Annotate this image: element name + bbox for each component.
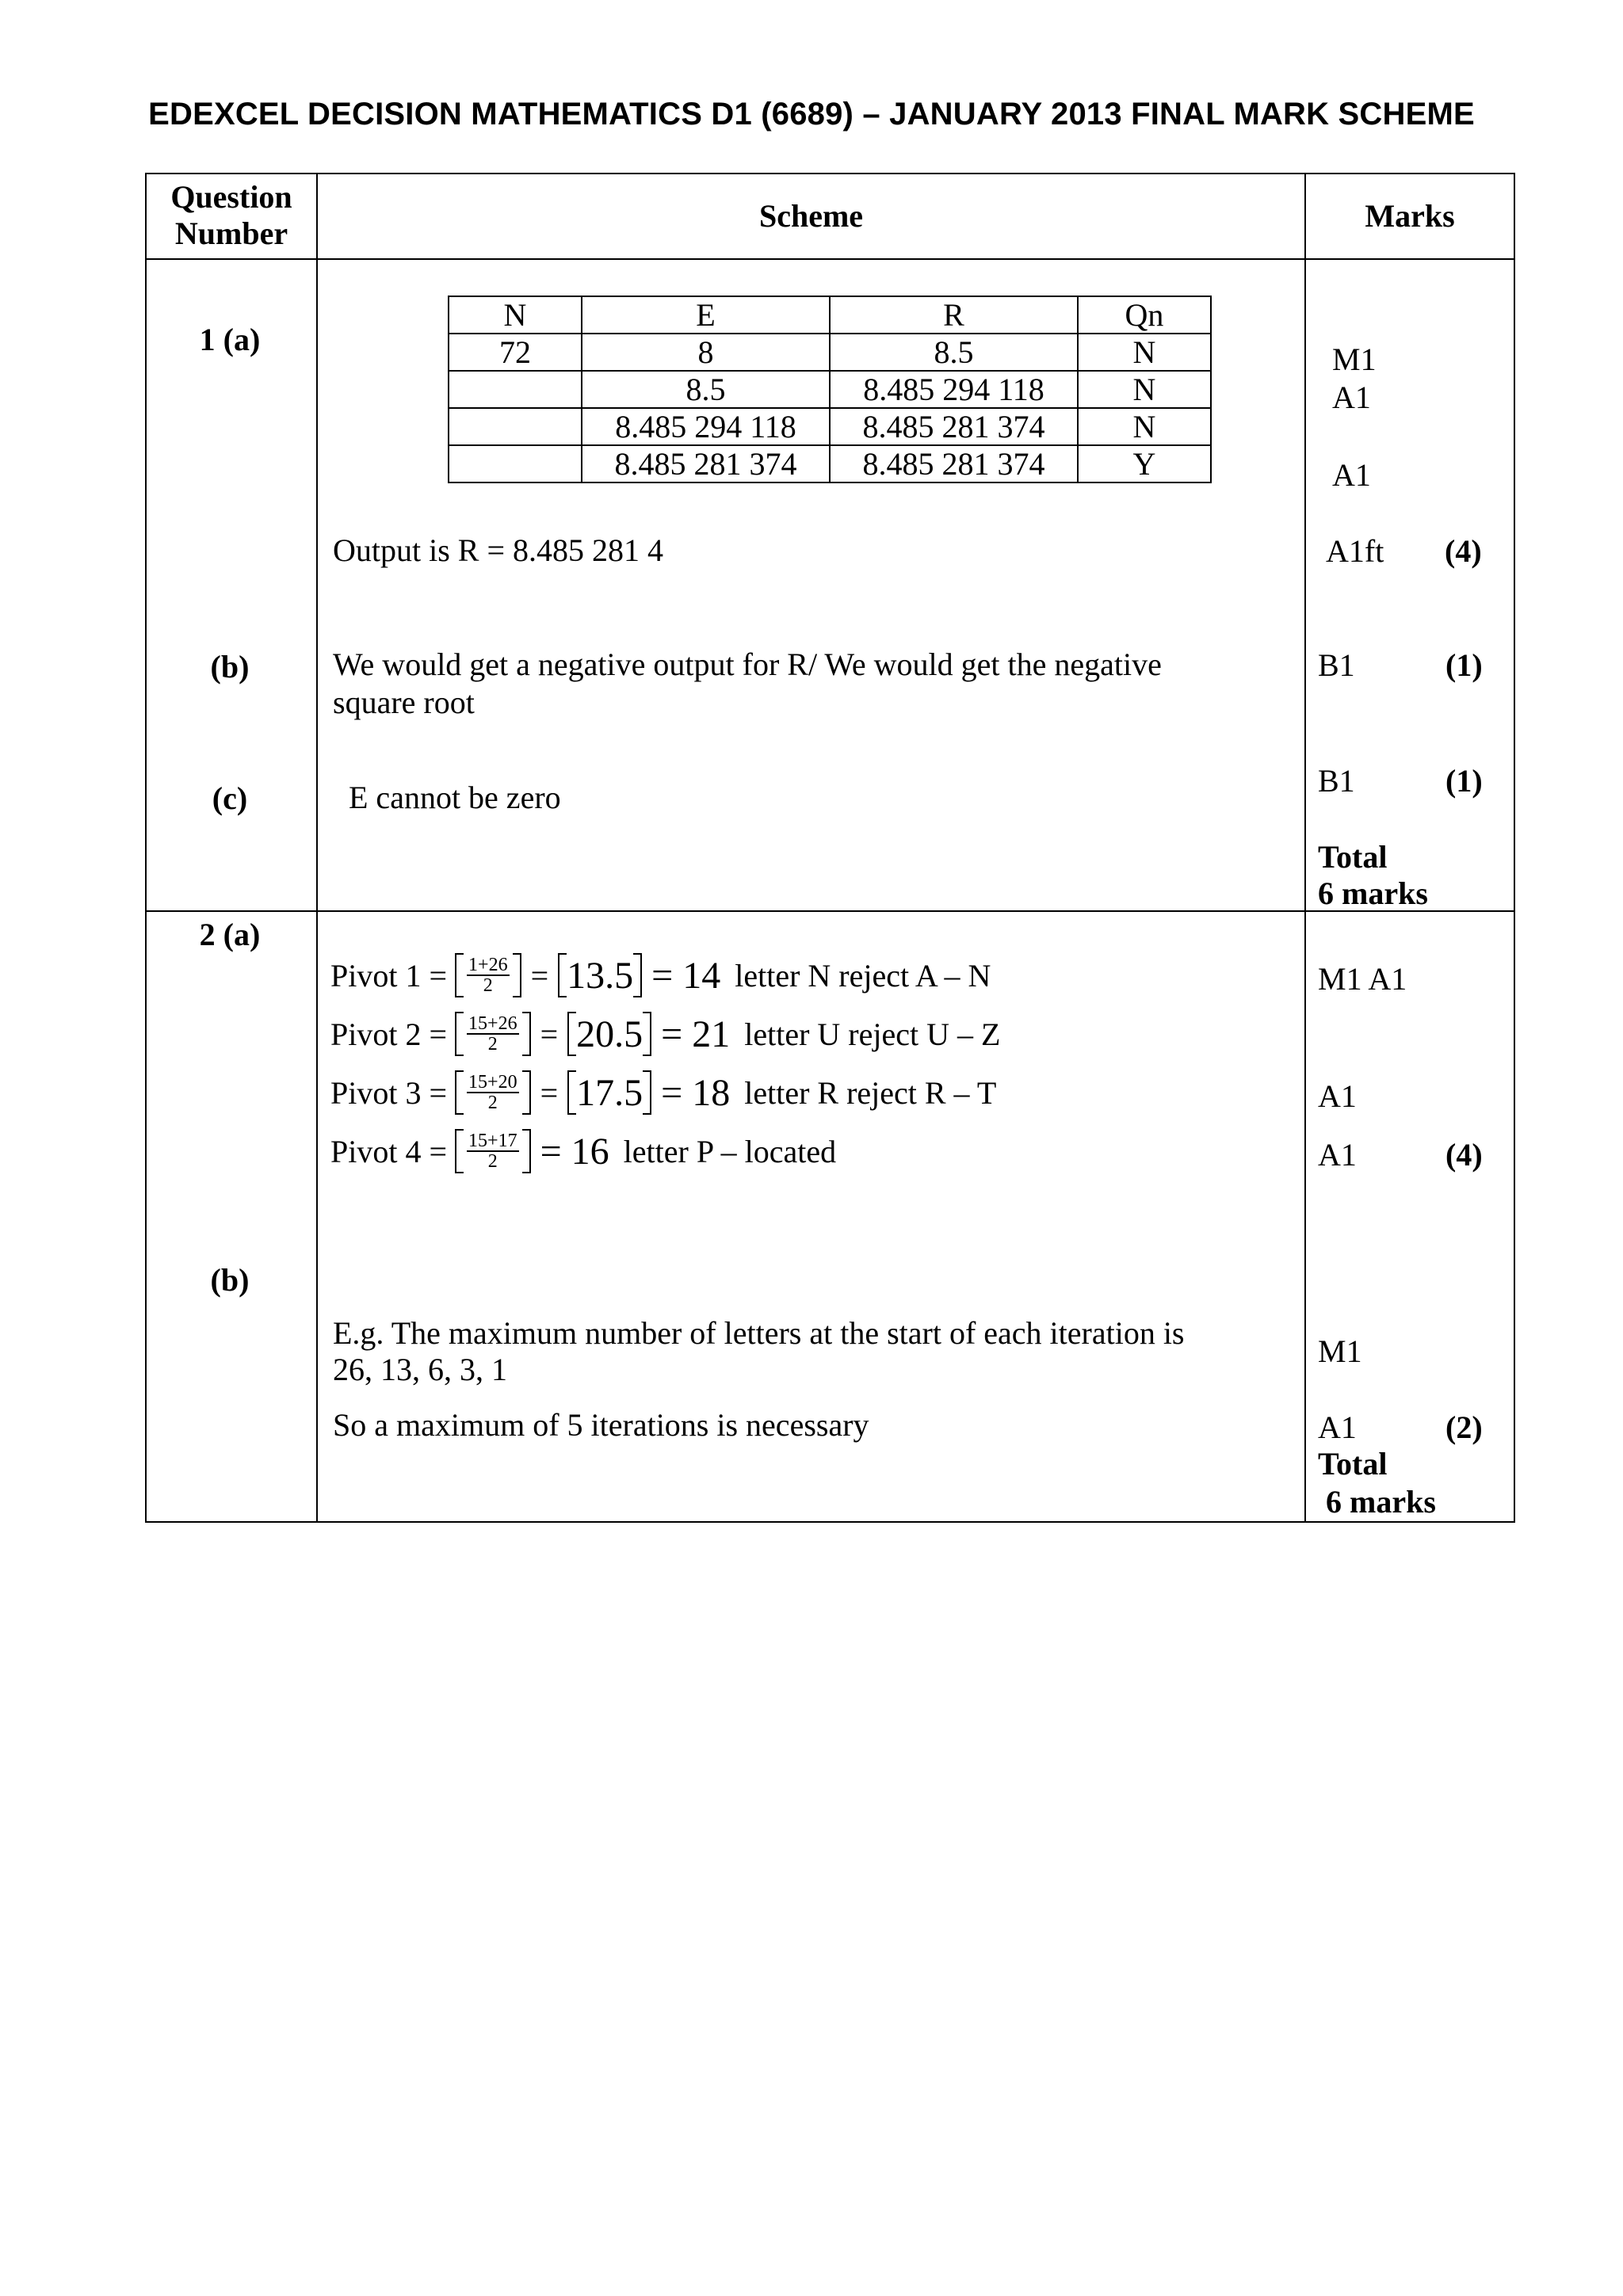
q2b-answer-line2: 26, 13, 6, 3, 1 <box>333 1352 507 1387</box>
header-scheme: Scheme <box>758 198 864 234</box>
pivot-label: Pivot 4 = <box>330 1133 448 1169</box>
pivot-note: letter N reject A – N <box>735 957 991 994</box>
pivot-decimal: 20.5 <box>576 1013 643 1055</box>
q1a-mark-m1: M1 <box>1332 341 1377 377</box>
pivot-line: Pivot 3 = $\frac{15+20}{2}$ = 17.5 = 18 letter R reject R – T <box>330 1071 997 1114</box>
trace-cell <box>449 408 582 445</box>
trace-row <box>449 445 1211 482</box>
q2b-answer-line1: E.g. The maximum number of letters at the start of each iteration is <box>333 1315 1185 1351</box>
fraction-numerator: 15+26 <box>468 1013 517 1034</box>
page-heading: EDEXCEL DECISION MATHEMATICS D1 (6689) – JANUARY 2013 FINAL MARK SCHEME <box>148 97 1475 132</box>
q1b-total-marks: (1) <box>1445 647 1483 683</box>
pivot-label: Pivot 2 = <box>330 1016 448 1052</box>
pivot-label: Pivot 1 = <box>330 957 448 994</box>
q2b-mark-m1: M1 <box>1318 1333 1362 1369</box>
q1b-mark-b1: B1 <box>1318 647 1355 683</box>
pivot-note: letter U reject U – Z <box>744 1016 1001 1052</box>
trace-table <box>448 296 1212 483</box>
q1c-answer: E cannot be zero <box>349 780 561 815</box>
q1c-label: (c) <box>212 780 248 816</box>
fraction-denominator: 2 <box>487 1151 498 1172</box>
fraction-denominator: 2 <box>483 975 493 996</box>
q1a-mark-a1ft: A1ft <box>1326 533 1384 569</box>
trace-cell: 8.485 281 374 <box>582 445 830 482</box>
q1b-answer-line1: We would get a negative output for R/ We would get the negative <box>333 646 1162 682</box>
trace-row <box>449 408 1211 445</box>
trace-cell: 72 <box>449 334 582 371</box>
q1a-total-marks: (4) <box>1445 533 1482 569</box>
q2a-label: 2 (a) <box>199 917 261 952</box>
q2a-total-marks: (4) <box>1445 1137 1483 1173</box>
q2b-answer-line3: So a maximum of 5 iterations is necessary <box>333 1407 869 1443</box>
pivot-note: letter P – located <box>623 1133 837 1169</box>
header-marks: Marks <box>1365 198 1455 234</box>
q1b-label: (b) <box>210 649 250 685</box>
pivot-result: = 21 <box>661 1013 731 1055</box>
ceiling-value <box>558 953 642 997</box>
trace-header-cell: R <box>830 296 1078 334</box>
trace-header-row <box>449 296 1211 334</box>
q2-total-label: Total <box>1318 1446 1388 1482</box>
trace-cell: 8.485 294 118 <box>582 408 830 445</box>
trace-row <box>449 334 1211 371</box>
q1c-total-marks: (1) <box>1445 763 1483 799</box>
ceiling-value <box>567 1012 651 1056</box>
trace-cell: N <box>1078 334 1211 371</box>
q1a-label: 1 (a) <box>199 322 261 357</box>
q1a-mark-a1: A1 <box>1332 457 1371 493</box>
trace-cell: 8.5 <box>830 334 1078 371</box>
q1-total-label: Total <box>1318 839 1388 875</box>
pivot-result: = 18 <box>661 1071 731 1114</box>
trace-cell: 8.5 <box>582 371 830 408</box>
ceiling-fraction <box>455 1129 531 1173</box>
q2b-total-marks: (2) <box>1445 1409 1483 1445</box>
q2b-mark-a1: A1 <box>1318 1409 1357 1445</box>
q1a-mark-a1: A1 <box>1332 379 1371 415</box>
q1-total-value: 6 marks <box>1318 875 1428 911</box>
ceiling-fraction <box>455 1012 531 1056</box>
pivot-result: = 14 <box>651 954 721 997</box>
pivot-decimal: 17.5 <box>576 1071 643 1114</box>
trace-cell <box>449 371 582 408</box>
trace-cell: N <box>1078 371 1211 408</box>
q2-total-value: 6 marks <box>1326 1484 1436 1520</box>
q2a-mark-a1: A1 <box>1318 1137 1357 1173</box>
trace-cell: 8.485 281 374 <box>830 408 1078 445</box>
trace-header-cell: N <box>449 296 582 334</box>
pivot-decimal: 13.5 <box>567 954 634 997</box>
fraction-numerator: 15+17 <box>468 1131 517 1151</box>
header-question-number: Question Number <box>170 179 292 251</box>
trace-row <box>449 371 1211 408</box>
q1a-output-text: Output is R = 8.485 281 4 <box>333 532 664 568</box>
pivot-label: Pivot 3 = <box>330 1074 448 1111</box>
pivot-line: Pivot 2 = $\frac{15+26}{2}$ = 20.5 = 21 letter U reject U – Z <box>330 1013 1001 1055</box>
fraction-numerator: 15+20 <box>468 1072 517 1093</box>
ceiling-fraction <box>455 1070 531 1115</box>
trace-cell: 8.485 281 374 <box>830 445 1078 482</box>
trace-cell: N <box>1078 408 1211 445</box>
ceiling-value <box>567 1070 651 1115</box>
trace-cell: 8 <box>582 334 830 371</box>
pivot-line <box>330 1123 836 1179</box>
fraction-numerator: 1+26 <box>468 955 508 975</box>
trace-header-cell: Qn <box>1078 296 1211 334</box>
q2a-mark-a1: A1 <box>1318 1078 1357 1114</box>
pivot-result: = 16 <box>540 1130 609 1173</box>
trace-cell: Y <box>1078 445 1211 482</box>
ceiling-fraction <box>455 953 521 997</box>
pivot-line: Pivot 1 = $\frac{1+26}{2}$ = 13.5 = 14 letter N reject A – N <box>330 954 991 997</box>
q2b-label: (b) <box>210 1262 250 1298</box>
fraction-denominator: 2 <box>487 1034 498 1055</box>
q1c-mark-b1: B1 <box>1318 763 1355 799</box>
pivot-note: letter R reject R – T <box>744 1074 997 1111</box>
trace-cell <box>449 445 582 482</box>
q1b-answer-line2: square root <box>333 685 475 720</box>
fraction-denominator: 2 <box>487 1093 498 1113</box>
trace-header-cell: E <box>582 296 830 334</box>
trace-cell: 8.485 294 118 <box>830 371 1078 408</box>
q2a-mark-m1a1: M1 A1 <box>1318 961 1407 997</box>
